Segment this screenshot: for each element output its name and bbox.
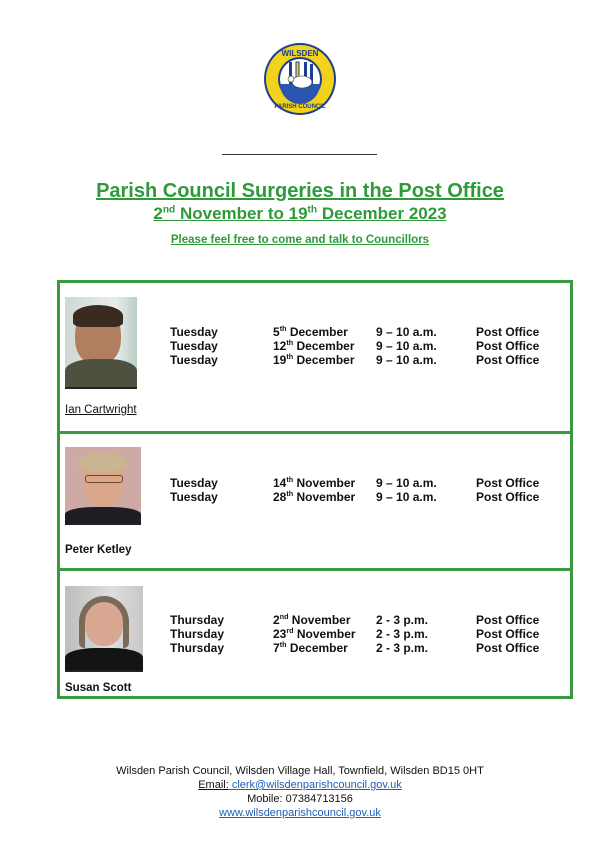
email-link[interactable]: clerk@wilsdenparishcouncil.gov.uk [228, 779, 402, 791]
contact-footer [0, 764, 600, 820]
session-row: Tuesday 19th December 9 – 10 a.m. Post Office [170, 352, 540, 367]
councillor-name: Susan Scott [65, 682, 132, 694]
session-list [170, 476, 576, 504]
session-row: Tuesday 5th December 9 – 10 a.m. Post Office [170, 324, 540, 339]
session-list [170, 613, 576, 655]
wilsden-parish-council-logo [263, 42, 337, 116]
svg-text:WILSDEN: WILSDEN [281, 49, 319, 58]
session-row: Tuesday 28th November 9 – 10 a.m. Post Office [170, 489, 540, 504]
session-row: Tuesday 14th November 9 – 10 a.m. Post Office [170, 475, 540, 490]
councillor-photo [65, 297, 137, 389]
session-row: Thursday 7th December 2 - 3 p.m. Post Office [170, 640, 540, 655]
councillor-section-susan-scott [60, 571, 570, 696]
mobile-number: Mobile: 07384713156 [247, 793, 353, 805]
date-range-subtitle: 2nd November to 19th December 2023 [153, 204, 447, 223]
tagline: Please feel free to come and talk to Councillors [170, 234, 430, 246]
surgery-schedule-table [57, 280, 573, 699]
email-line [0, 778, 600, 792]
svg-text:PARISH COUNCIL: PARISH COUNCIL [274, 104, 326, 110]
councillor-name: Peter Ketley [65, 544, 132, 556]
website-link[interactable]: www.wilsdenparishcouncil.gov.uk [219, 807, 381, 819]
session-row: Tuesday 12th December 9 – 10 a.m. Post Office [170, 338, 540, 353]
session-list [170, 325, 576, 367]
councillor-section-ian-cartwright [60, 283, 570, 434]
page-title: Parish Council Surgeries in the Post Office [96, 180, 504, 202]
councillor-name: Ian Cartwright [65, 404, 137, 416]
address: Wilsden Parish Council, Wilsden Village Hall, Townfield, Wilsden BD15 0HT [116, 765, 484, 777]
councillor-section-peter-ketley [60, 434, 570, 571]
divider-rule [222, 154, 377, 155]
councillor-photo [65, 586, 143, 672]
session-row: Thursday 23rd November 2 - 3 p.m. Post Office [170, 626, 540, 641]
email-label: Email: [198, 779, 229, 791]
councillor-photo [65, 447, 141, 525]
session-row: Thursday 2nd November 2 - 3 p.m. Post Office [170, 612, 540, 627]
